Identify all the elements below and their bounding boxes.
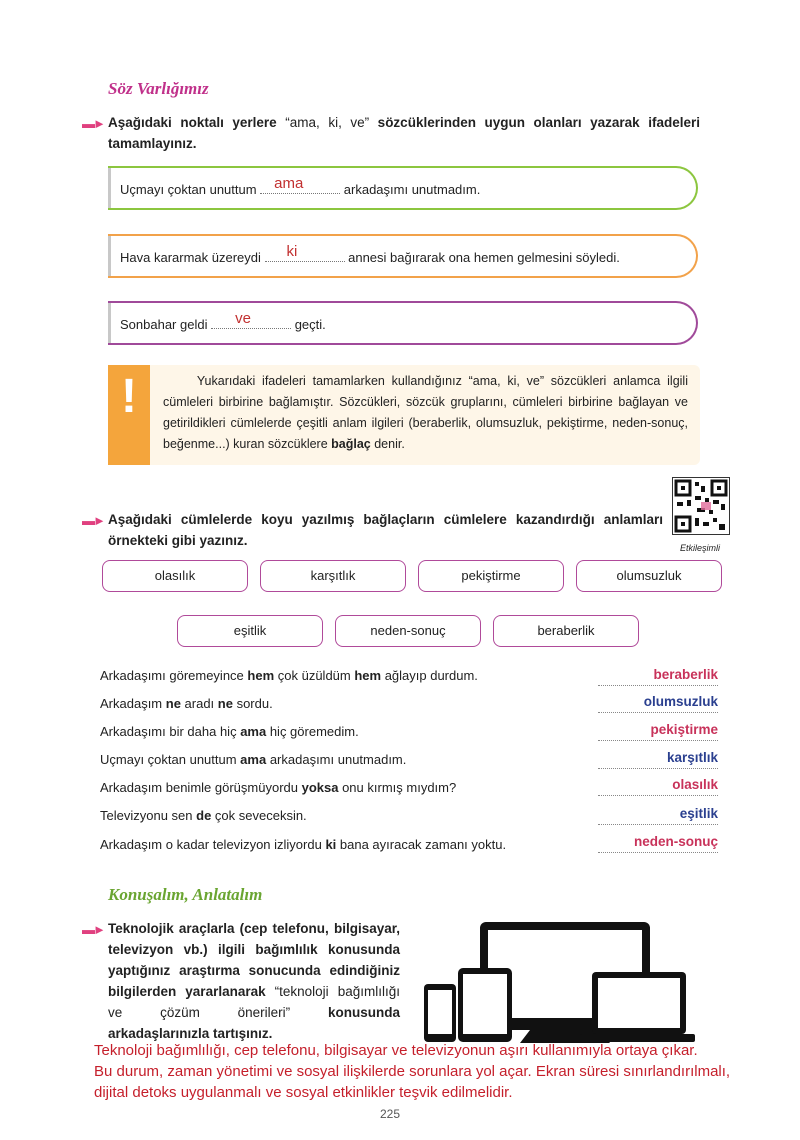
ex3-part1: Teknolojik araçlarla (cep telefonu, bilgisayar, televizyon vb.) ilgili bağımlılık konusunda yaptığınız araştırma sonucunda edindiğiniz bilgilerden yararlanarak <box>108 921 400 999</box>
info-text-b: denir. <box>370 437 405 451</box>
answer-2: olumsuzluk <box>598 694 718 713</box>
sentence-4: Uçmayı çoktan unuttum ama arkadaşımı unutmadım. <box>100 752 407 767</box>
page-number: 225 <box>380 1107 401 1121</box>
qr-label: Etkileşimli <box>680 543 721 553</box>
answer-1: beraberlik <box>598 667 718 686</box>
fill-answer: ki <box>286 243 298 260</box>
fill-before: Sonbahar geldi <box>120 317 212 332</box>
ex3-part2: konusunda arkadaşlarınızla tartışınız. <box>108 1005 400 1041</box>
sentence-6: Televizyonu sen de çok seveceksin. <box>100 808 307 823</box>
arrow-icon: ▬► <box>82 922 104 937</box>
option-olasilik: olasılık <box>102 560 248 592</box>
info-text-bold: bağlaç <box>331 437 371 451</box>
info-box <box>108 365 700 465</box>
fill-box-1 <box>108 166 698 210</box>
answer-4: karşıtlık <box>598 750 718 769</box>
option-neden-sonuc: neden-sonuç <box>335 615 481 647</box>
fill-after: geçti. <box>291 317 326 332</box>
option-olumsuzluk: olumsuzluk <box>576 560 722 592</box>
fill-before: Hava kararmak üzereydi <box>120 250 265 265</box>
fill-box-2 <box>108 234 698 278</box>
option-karsitlik: karşıtlık <box>260 560 406 592</box>
section-title-soz-varligimiz: Söz Varlığımız <box>108 79 209 98</box>
option-esitlik: eşitlik <box>177 615 323 647</box>
sentence-5: Arkadaşım benimle görüşmüyordu yoksa onu kırmış mıydım? <box>100 780 457 795</box>
info-text-a: Yukarıdaki ifadeleri tamamlarken kullandığınız “ama, ki, ve” sözcükleri anlamca ilgili cümleleri birbirine bağlamıştır. Sözcükleri, sözcük gruplarını, cümleleri birbirine bağlayan ve getirildikleri cümlelerde çeşitli anlam ilgileri (beraberlik, olumsuzluk, pekiştirme, neden-sonuç, beğenme...) kuran sözcüklere <box>163 374 688 451</box>
sentence-1: Arkadaşımı göremeyince hem çok üzüldüm hem ağlayıp durdum. <box>100 668 478 683</box>
devices-illustration <box>420 918 695 1046</box>
exercise1-instruction <box>108 112 700 154</box>
answer-6: eşitlik <box>598 806 718 825</box>
option-beraberlik: beraberlik <box>493 615 639 647</box>
answer-line-1: Teknoloji bağımlılığı, cep telefonu, bilgisayar ve televizyonun aşırı kullanımıyla ortaya çıkar. <box>94 1042 698 1059</box>
fill-answer: ve <box>235 310 251 327</box>
qr-code-icon[interactable] <box>672 477 730 535</box>
arrow-icon: ▬► <box>82 116 104 131</box>
answer-line-3: dijital detoks uygulanmalı ve sosyal etkinlikler teşvik edilmelidir. <box>94 1084 513 1101</box>
answer-7: neden-sonuç <box>598 834 718 853</box>
option-pekistirme: pekiştirme <box>418 560 564 592</box>
answer-5: olasılık <box>598 777 718 796</box>
exercise3-instruction <box>108 918 400 1044</box>
fill-box-3 <box>108 301 698 345</box>
instruction-quote: “ama, ki, ve” <box>285 115 370 130</box>
instruction-part-b: sözcüklerinden uygun olanları yazarak ifadeleri tamamlayınız. <box>108 115 701 151</box>
sentence-7: Arkadaşım o kadar televizyon izliyordu ki bana ayıracak zamanı yoktu. <box>100 837 507 852</box>
fill-answer: ama <box>274 175 304 192</box>
sentence-3: Arkadaşımı bir daha hiç ama hiç göremedim. <box>100 724 359 739</box>
sentence-2: Arkadaşım ne aradı ne sordu. <box>100 696 273 711</box>
fill-before: Uçmayı çoktan unuttum <box>120 182 261 197</box>
arrow-icon: ▬► <box>82 513 104 528</box>
ex3-quote: “teknoloji bağımlılığı ve çözüm önerileri” <box>108 984 400 1020</box>
info-text <box>163 371 688 455</box>
fill-after: annesi bağırarak ona hemen gelmesini söyledi. <box>344 250 620 265</box>
section-title-konusalim: Konuşalım, Anlatalım <box>108 885 263 904</box>
answer-line-2: Bu durum, zaman yönetimi ve sosyal ilişkilerde sorunlara yol açar. Ekran süresi sınırlandırılmalı, <box>94 1063 731 1080</box>
instruction-part-a: Aşağıdaki noktalı yerlere <box>108 115 286 130</box>
exclamation-icon: ! <box>121 370 137 423</box>
fill-after: arkadaşımı unutmadım. <box>340 182 481 197</box>
exercise2-instruction: Aşağıdaki cümlelerde koyu yazılmış bağlaçların cümlelere kazandırdığı anlamları örnekteki gibi yazınız. <box>108 512 663 548</box>
answer-3: pekiştirme <box>598 722 718 741</box>
